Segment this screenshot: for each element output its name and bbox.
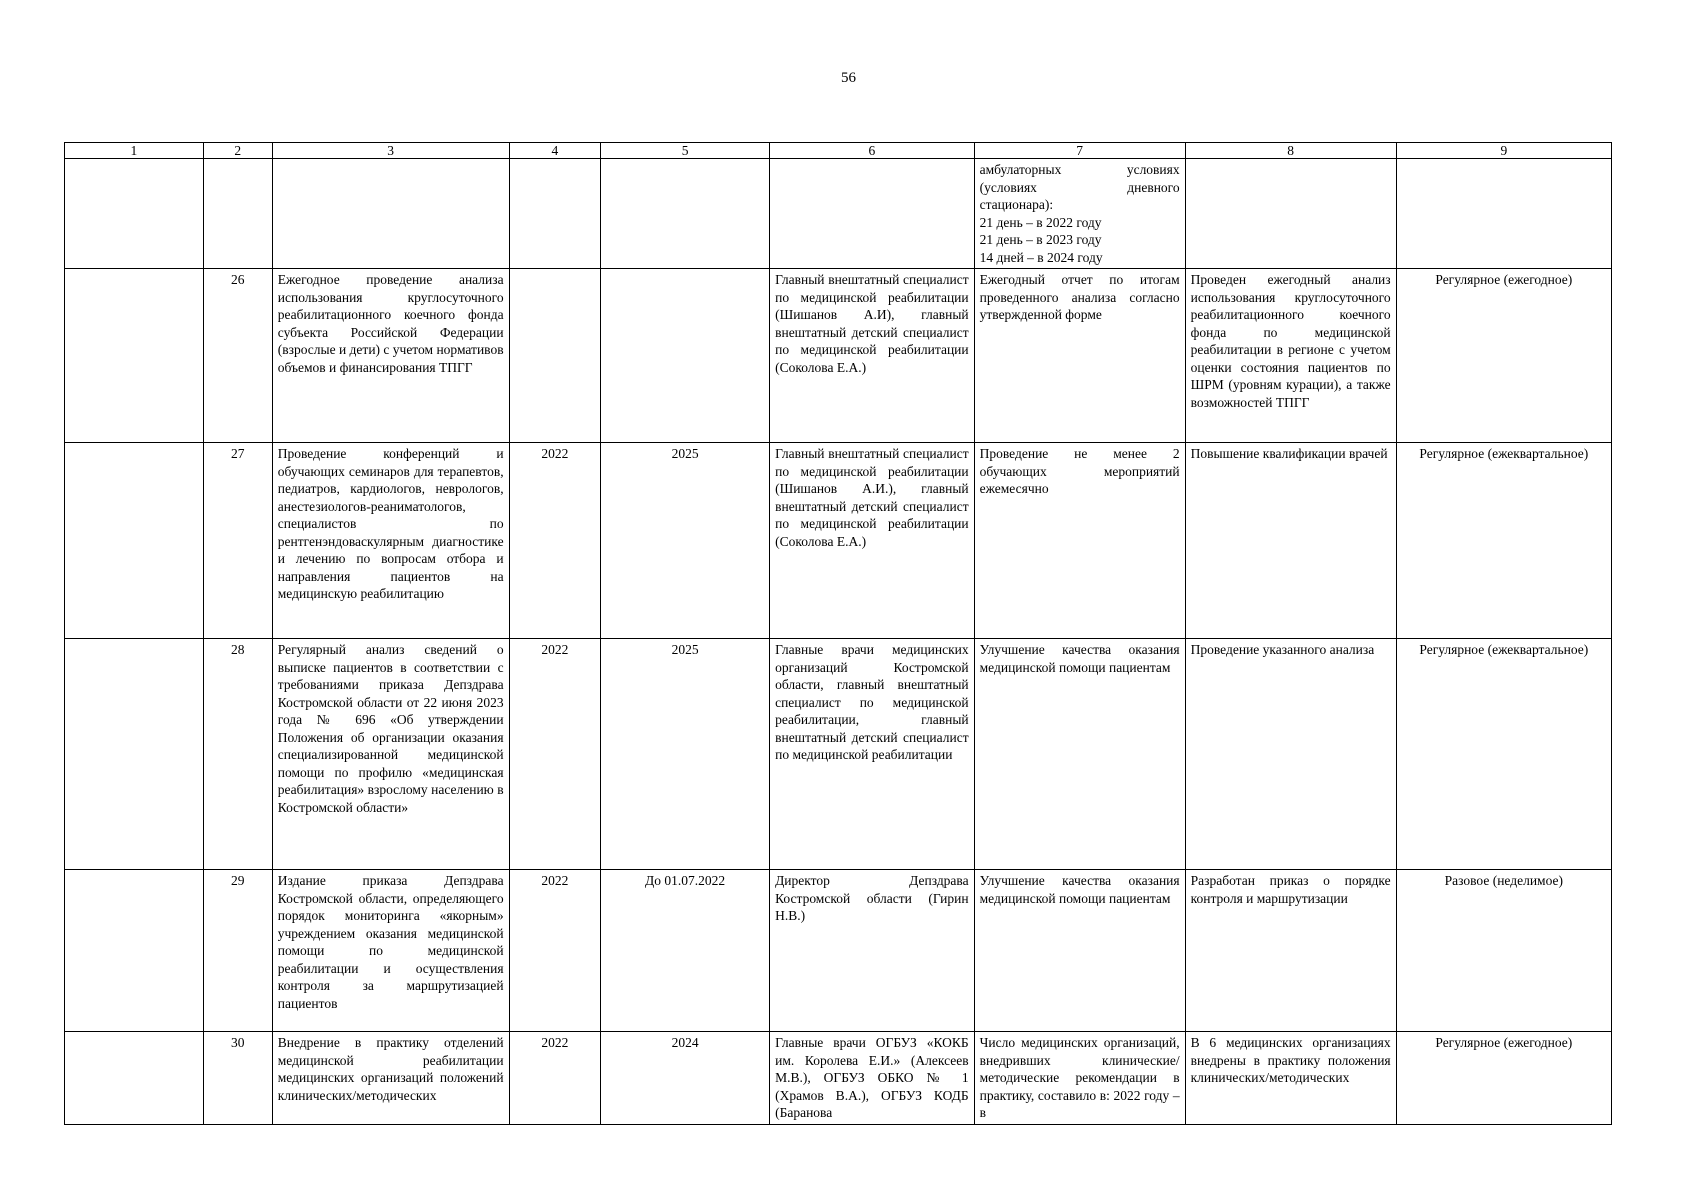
row-result: В 6 медицинских организациях внедрены в практику положения клинических/методических bbox=[1185, 1032, 1396, 1125]
row-result: Повышение квалификации врачей bbox=[1185, 443, 1396, 639]
row-start: 2022 bbox=[509, 639, 601, 870]
row-end: 2025 bbox=[601, 443, 770, 639]
row-number: 30 bbox=[203, 1032, 272, 1125]
row-indicator: Улучшение качества оказания медицинской помощи пациентам bbox=[974, 639, 1185, 870]
table-row bbox=[65, 269, 1612, 443]
col-header-1: 1 bbox=[65, 143, 204, 159]
row-type: Разовое (неделимое) bbox=[1396, 870, 1611, 1032]
col-header-2: 2 bbox=[203, 143, 272, 159]
row-number: 26 bbox=[203, 269, 272, 443]
row-start: 2022 bbox=[509, 1032, 601, 1125]
row-number: 28 bbox=[203, 639, 272, 870]
col-header-4: 4 bbox=[509, 143, 601, 159]
row-indicator: Улучшение качества оказания медицинской помощи пациентам bbox=[974, 870, 1185, 1032]
col-header-3: 3 bbox=[272, 143, 509, 159]
row-responsible: Главные врачи медицинских организаций Костромской области, главный внештатный специалист по медицинской реабилитации, главный внештатный детский специалист по медицинской реабилитации bbox=[770, 639, 975, 870]
measures-table bbox=[64, 142, 1612, 1125]
row-start: 2022 bbox=[509, 443, 601, 639]
row-start bbox=[509, 269, 601, 443]
page-number: 56 bbox=[841, 70, 856, 86]
row-indicator: Число медицинских организаций, внедривших клинические/методические рекомендации в практику, составило в: 2022 году – в bbox=[974, 1032, 1185, 1125]
row-responsible: Главные врачи ОГБУЗ «КОКБ им. Королева Е.И.» (Алексеев М.В.), ОГБУЗ ОБКО № 1 (Храмов В.А.), ОГБУЗ КОДБ (Баранова bbox=[770, 1032, 975, 1125]
row-indicator: Ежегодный отчет по итогам проведенного анализа согласно утвержденной форме bbox=[974, 269, 1185, 443]
row-end: 2024 bbox=[601, 1032, 770, 1125]
row-responsible: Главный внештатный специалист по медицинской реабилитации (Шишанов А.И), главный внештатный детский специалист по медицинской реабилитации (Соколова Е.А.) bbox=[770, 269, 975, 443]
row-task: Внедрение в практику отделений медицинской реабилитации медицинских организаций положений клинических/методических bbox=[272, 1032, 509, 1125]
table-row bbox=[65, 639, 1612, 870]
row-end bbox=[601, 269, 770, 443]
row-end: 2025 bbox=[601, 639, 770, 870]
row-task: Проведение конференций и обучающих семинаров для терапевтов, педиатров, кардиологов, неврологов, анестезиологов-реаниматологов, специалистов по рентгенэндоваскулярным диагностике и лечению по вопросам отбора и направления пациентов на медицинскую реабилитацию bbox=[272, 443, 509, 639]
table-row bbox=[65, 870, 1612, 1032]
col-header-5: 5 bbox=[601, 143, 770, 159]
row-task: Ежегодное проведение анализа использования круглосуточного реабилитационного коечного фонда субъекта Российской Федерации (взрослые и дети) с учетом нормативов объемов и финансирования ТПГГ bbox=[272, 269, 509, 443]
continuation-row bbox=[65, 159, 1612, 269]
row-responsible: Главный внештатный специалист по медицинской реабилитации (Шишанов А.И.), главный внештатный детский специалист по медицинской реабилитации (Соколова Е.А.) bbox=[770, 443, 975, 639]
row-type: Регулярное (ежегодное) bbox=[1396, 1032, 1611, 1125]
row-task: Издание приказа Депздрава Костромской области, определяющего порядок мониторинга «якорным» учреждением оказания медицинской помощи по медицинской реабилитации и осуществления контроля за маршрутизацией пациентов bbox=[272, 870, 509, 1032]
row-result: Проведение указанного анализа bbox=[1185, 639, 1396, 870]
continuation-indicator: амбулаторных условиях (условиях дневного стационара): 21 день – в 2022 году 21 день – в 2023 году 14 дней – в 2024 году bbox=[974, 159, 1185, 269]
row-result: Проведен ежегодный анализ использования круглосуточного реабилитационного коечного фонда по медицинской реабилитации в регионе с учетом оценки состояния пациентов по ШРМ (уровням курации), а также возможностей ТПГГ bbox=[1185, 269, 1396, 443]
column-number-row bbox=[65, 143, 1612, 159]
row-result: Разработан приказ о порядке контроля и маршрутизации bbox=[1185, 870, 1396, 1032]
table-row bbox=[65, 443, 1612, 639]
table-row bbox=[65, 1032, 1612, 1125]
col-header-8: 8 bbox=[1185, 143, 1396, 159]
col-header-7: 7 bbox=[974, 143, 1185, 159]
row-type: Регулярное (ежеквартальное) bbox=[1396, 443, 1611, 639]
row-responsible: Директор Депздрава Костромской области (Гирин Н.В.) bbox=[770, 870, 975, 1032]
row-type: Регулярное (ежегодное) bbox=[1396, 269, 1611, 443]
row-end: До 01.07.2022 bbox=[601, 870, 770, 1032]
row-number: 27 bbox=[203, 443, 272, 639]
row-start: 2022 bbox=[509, 870, 601, 1032]
col-header-9: 9 bbox=[1396, 143, 1611, 159]
col-header-6: 6 bbox=[770, 143, 975, 159]
row-number: 29 bbox=[203, 870, 272, 1032]
row-type: Регулярное (ежеквартальное) bbox=[1396, 639, 1611, 870]
row-task: Регулярный анализ сведений о выписке пациентов в соответствии с требованиями приказа Депздрава Костромской области от 22 июня 2023 года № 696 «Об утверждении Положения об организации оказания специализированной медицинской помощи по профилю «медицинская реабилитация» взрослому населению в Костромской области» bbox=[272, 639, 509, 870]
row-indicator: Проведение не менее 2 обучающих мероприятий ежемесячно bbox=[974, 443, 1185, 639]
